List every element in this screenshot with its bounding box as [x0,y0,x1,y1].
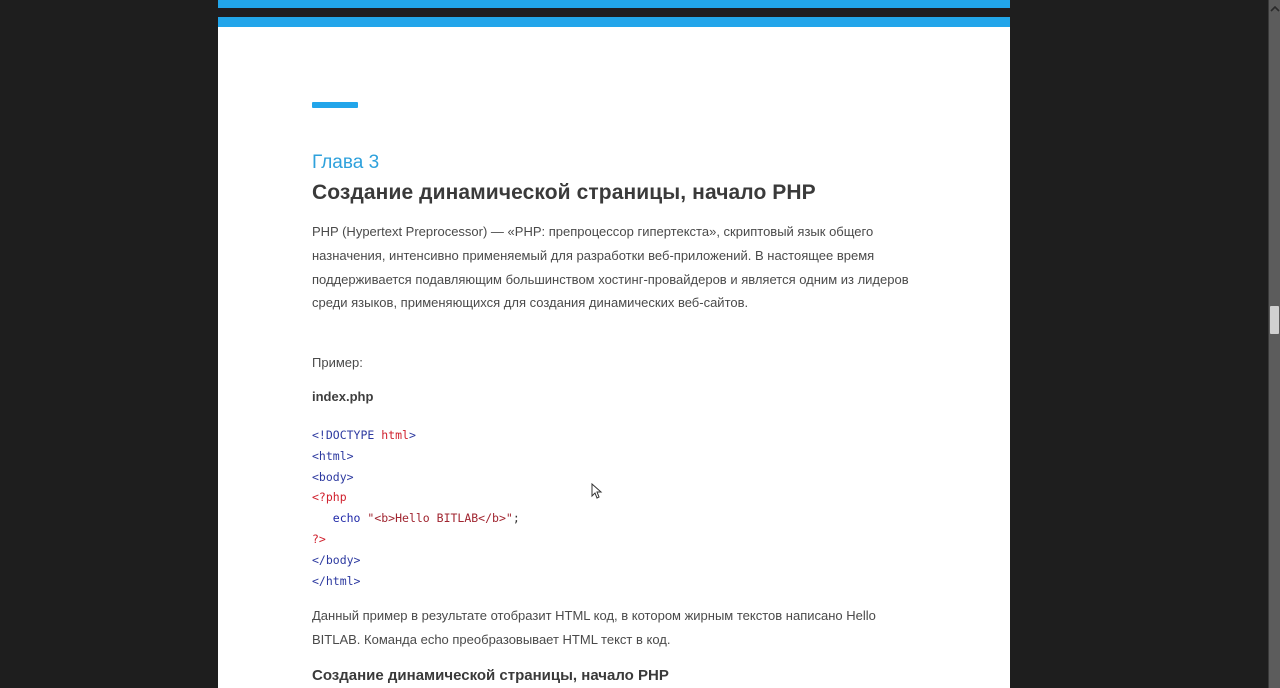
code-token: echo [332,511,361,526]
code-token: "<b>Hello BITLAB</b>" [360,511,513,526]
intro-paragraph: PHP (Hypertext Preprocessor) — «PHP: препроцессор гипертекста», скриптовый язык общего назначения, интенсивно применяемый для разработки веб-приложений. В настоящее время поддерживается подавляющим большинством хостинг-провайдеров и является одним из лидеров среди языков, применяющихся для создания динамических веб-сайтов. [312,224,909,311]
code-line [312,571,520,592]
mouse-cursor-icon [591,483,603,499]
section-subtitle: Создание динамической страницы, начало PHP [312,667,669,684]
code-token: <body> [312,469,354,484]
code-line [312,425,520,446]
scrollbar-thumb[interactable] [1270,306,1279,334]
code-block [312,425,520,591]
vertical-scrollbar[interactable] [1268,0,1280,688]
code-token: <html> [312,448,354,463]
code-token: html [381,428,409,442]
code-line [312,529,520,550]
code-token: </html> [312,573,361,588]
explanation-paragraph: Данный пример в результате отобразит HTML код, в котором жирным текстов написано Hello BITLAB. Команда echo преобразовывает HTML текст в код. [312,608,876,647]
chapter-label: Глава 3 [312,152,380,173]
header-stripe-gap [218,8,1010,17]
code-token: <?php [312,490,347,505]
code-line [312,550,520,571]
code-token: </body> [312,552,361,567]
chevron-up-icon[interactable] [1270,5,1280,13]
code-line [312,508,520,529]
code-line [312,467,520,488]
example-label: Пример: [312,355,363,370]
code-line [312,487,520,508]
chapter-title: Создание динамической страницы, начало PHP [312,181,816,204]
chapter-accent-bar [312,102,358,108]
code-token: ; [512,511,520,526]
code-line [312,446,520,467]
code-token: ?> [312,531,326,546]
document-page [218,0,1010,688]
code-token: > [408,428,416,442]
code-indent [312,511,333,525]
header-stripe-bottom [218,17,1010,27]
code-token: <!DOCTYPE [312,428,382,442]
code-filename: index.php [312,389,374,404]
header-stripe-top [218,0,1010,8]
